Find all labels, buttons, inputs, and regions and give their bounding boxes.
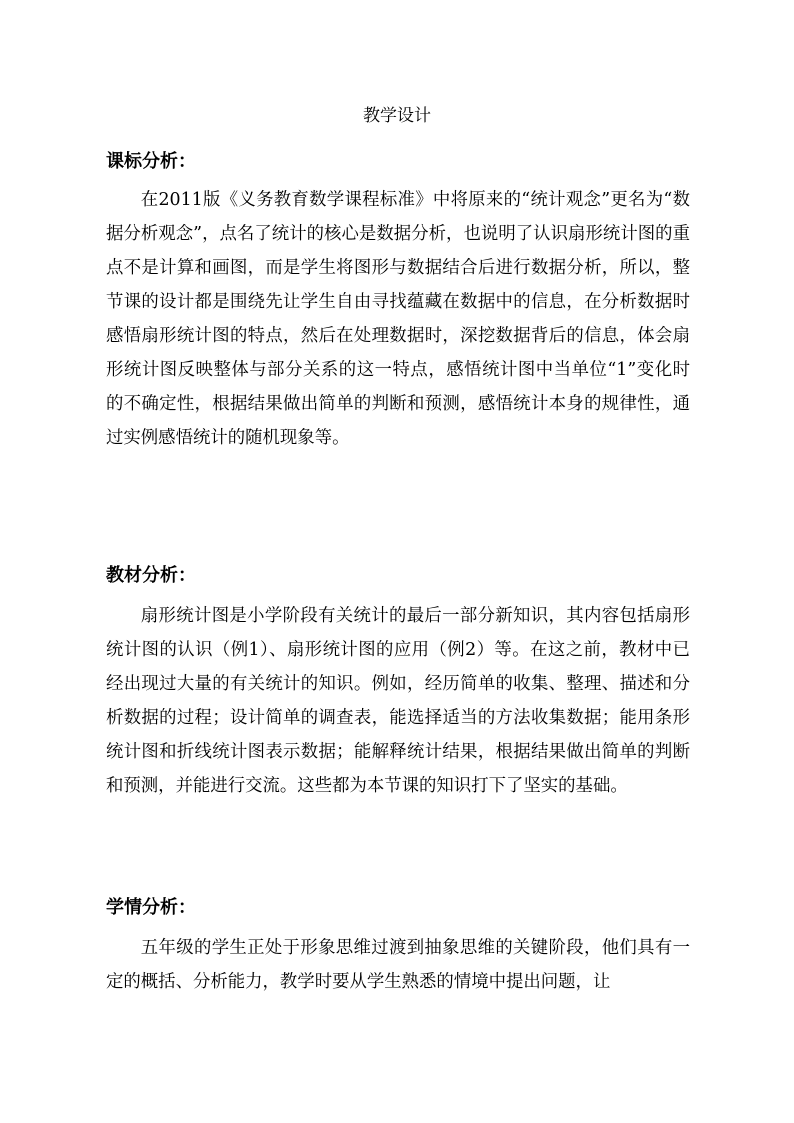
section-heading-curriculum: 课标分析： (106, 151, 196, 172)
document-title: 教学设计 (363, 106, 431, 126)
section-body-students: 五年级的学生正处于形象思维过渡到抽象思维的关键阶段，他们具有一定的概括、分析能力，教学时要从学生熟悉的情境中提出问题，让 (106, 938, 690, 992)
section-body-curriculum: 在2011版《义务教育数学课程标准》中将原来的“统计观念”更名为“数据分析观念”，点名了统计的核心是数据分析，也说明了认识扇形统计图的重点不是计算和画图，而是学生将图形与数据结合后进行数据分析，所以，整节课的设计都是围绕先让学生自由寻找蕴藏在数据中的信息，在分析数据时感悟扇形统计图的特点，然后在处理数据时，深挖数据背后的信息，体会扇形统计图反映整体与部分关系的这一特点，感悟统计图中当单位“1”变化时的不确定性，根据结果做出简单的判断和预测，感悟统计本身的规律性，通过实例感悟统计的随机现象等。 (106, 190, 690, 448)
section-heading-textbook: 教材分析： (106, 565, 196, 586)
section-body-textbook: 扇形统计图是小学阶段有关统计的最后一部分新知识，其内容包括扇形统计图的认识（例1）、扇形统计图的应用（例2）等。在这之前，教材中已经出现过大量的有关统计的知识。例如，经历简单的收集、整理、描述和分析数据的过程；设计简单的调查表，能选择适当的方法收集数据；能用条形统计图和折线统计图表示数据；能解释统计结果，根据结果做出简单的判断和预测，并能进行交流。这些都为本节课的知识打下了坚实的基础。 (106, 606, 690, 796)
section-heading-students: 学情分析： (106, 897, 196, 918)
